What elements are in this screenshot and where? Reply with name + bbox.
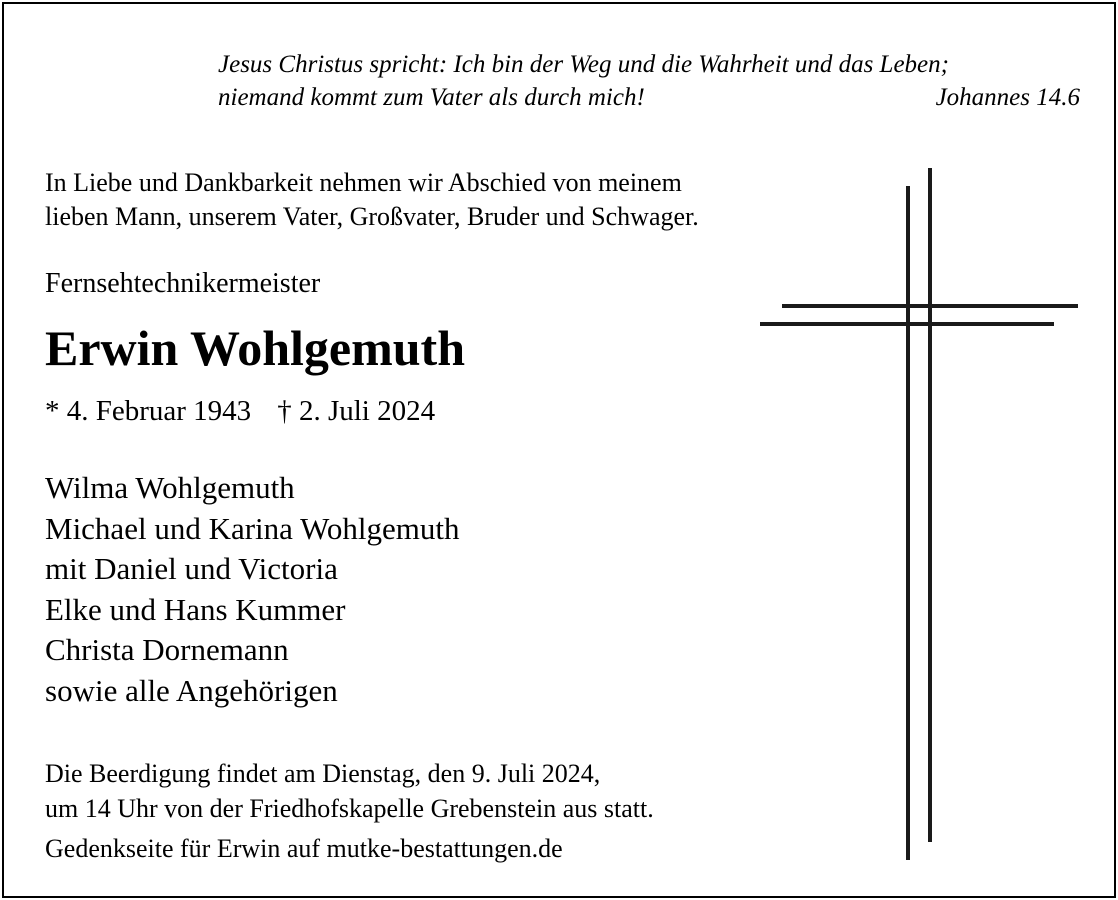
mourner-5: Christa Dornemann bbox=[45, 632, 289, 667]
funeral-line-1: Die Beerdigung findet am Dienstag, den 9. Juli 2024, bbox=[45, 759, 601, 788]
quote-line-2: niemand kommt zum Vater als durch mich! bbox=[218, 84, 645, 111]
mourner-6: sowie alle Angehörigen bbox=[45, 672, 338, 708]
mourner-3: mit Daniel und Victoria bbox=[45, 551, 338, 586]
bible-quote bbox=[218, 48, 1080, 114]
life-dates bbox=[45, 392, 435, 430]
cross-icon bbox=[756, 164, 1086, 864]
intro-line-1: In Liebe und Dankbarkeit nehmen wir Abschied von meinem bbox=[45, 168, 682, 197]
intro-line-2: lieben Mann, unserem Vater, Großvater, Bruder und Schwager. bbox=[45, 202, 699, 231]
funeral-line-2: um 14 Uhr von der Friedhofskapelle Grebenstein aus statt. bbox=[45, 794, 654, 823]
birth-date: * 4. Februar 1943 bbox=[45, 395, 252, 427]
quote-reference: Johannes 14.6 bbox=[935, 84, 1080, 111]
intro-text bbox=[45, 166, 699, 234]
memorial-page-text: Gedenkseite für Erwin auf mutke-bestattungen.de bbox=[45, 834, 563, 863]
occupation-title: Fernsehtechnikermeister bbox=[45, 268, 321, 299]
mourner-2: Michael und Karina Wohlgemuth bbox=[45, 510, 460, 546]
mourner-1: Wilma Wohlgemuth bbox=[45, 470, 295, 505]
funeral-info bbox=[45, 756, 654, 826]
quote-line-2-row bbox=[218, 81, 1080, 114]
mourner-4: Elke und Hans Kummer bbox=[45, 591, 346, 627]
mourners-list bbox=[45, 468, 459, 711]
obituary-card bbox=[2, 2, 1116, 898]
quote-line-1: Jesus Christus spricht: Ich bin der Weg und die Wahrheit und das Leben; bbox=[218, 51, 949, 78]
death-date: † 2. Juli 2024 bbox=[277, 395, 436, 427]
deceased-name: Erwin Wohlgemuth bbox=[45, 320, 465, 376]
